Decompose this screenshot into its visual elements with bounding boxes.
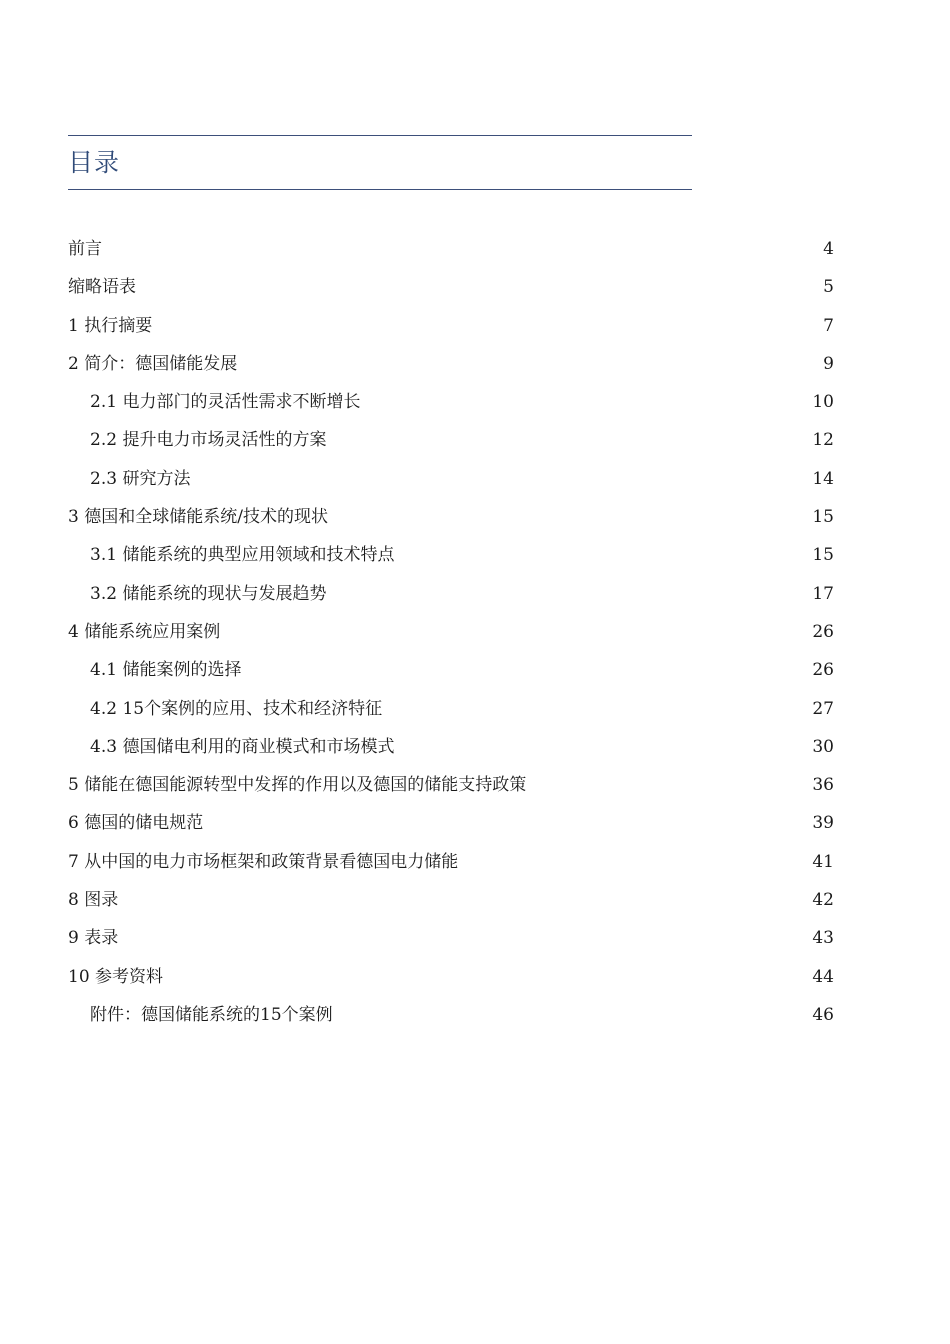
toc-entry-label: 2.3 研究方法 — [90, 468, 191, 489]
toc-entry-page-number: 15 — [812, 507, 834, 528]
table-of-contents — [68, 230, 834, 1034]
toc-entry-page-number: 27 — [812, 698, 834, 719]
toc-entry-page-number: 43 — [812, 928, 834, 949]
toc-entry[interactable] — [68, 766, 834, 804]
toc-entry[interactable] — [68, 268, 834, 306]
toc-entry-label: 1 执行摘要 — [68, 315, 153, 336]
toc-entry-page-number: 41 — [812, 851, 834, 872]
toc-entry-label: 4.3 德国储电利用的商业模式和市场模式 — [90, 736, 395, 757]
toc-entry-page-number: 44 — [812, 966, 834, 987]
toc-entry-page-number: 15 — [812, 545, 834, 566]
toc-entry-page-number: 26 — [812, 621, 834, 642]
toc-entry-page-number: 12 — [812, 430, 834, 451]
toc-entry-label: 3.2 储能系统的现状与发展趋势 — [90, 583, 327, 604]
toc-entry[interactable] — [68, 307, 834, 345]
toc-entry-label: 10 参考资料 — [68, 966, 164, 987]
toc-entry-page-number: 42 — [812, 890, 834, 911]
toc-entry[interactable] — [68, 421, 834, 459]
toc-entry-label: 8 图录 — [68, 890, 119, 911]
toc-entry-page-number: 10 — [812, 392, 834, 413]
toc-entry-label: 2.1 电力部门的灵活性需求不断增长 — [90, 392, 361, 413]
toc-entry-page-number: 26 — [812, 660, 834, 681]
toc-entry[interactable] — [68, 651, 834, 689]
toc-entry-label: 2 简介：德国储能发展 — [68, 353, 238, 374]
toc-entry-label: 前言 — [68, 239, 102, 259]
toc-entry-page-number: 7 — [823, 315, 834, 336]
toc-entry-label: 附件：德国储能系统的15个案例 — [90, 1004, 333, 1025]
toc-entry-label: 9 表录 — [68, 928, 119, 949]
toc-entry[interactable] — [68, 230, 834, 268]
toc-entry-label: 4.2 15个案例的应用、技术和经济特征 — [90, 698, 383, 719]
toc-entry-label: 3.1 储能系统的典型应用领域和技术特点 — [90, 545, 395, 566]
toc-entry-label: 3 德国和全球储能系统/技术的现状 — [68, 507, 328, 528]
title-top-rule — [68, 135, 692, 136]
toc-entry-page-number: 36 — [812, 775, 834, 796]
toc-entry[interactable] — [68, 460, 834, 498]
toc-entry[interactable] — [68, 575, 834, 613]
toc-entry-label: 缩略语表 — [68, 277, 136, 298]
toc-entry-label: 4.1 储能案例的选择 — [90, 660, 242, 681]
toc-entry[interactable] — [68, 613, 834, 651]
toc-entry-label: 7 从中国的电力市场框架和政策背景看德国电力储能 — [68, 851, 459, 872]
toc-entry-page-number: 14 — [812, 468, 834, 489]
toc-entry[interactable] — [68, 919, 834, 957]
toc-entry[interactable] — [68, 690, 834, 728]
page-title: 目录 — [68, 148, 121, 177]
toc-entry-page-number: 4 — [823, 239, 834, 259]
toc-entry-label: 6 德国的储电规范 — [68, 813, 204, 834]
toc-entry-page-number: 9 — [823, 353, 834, 374]
toc-entry[interactable] — [68, 345, 834, 383]
toc-entry-page-number: 5 — [823, 277, 834, 298]
toc-entry[interactable] — [68, 728, 834, 766]
toc-entry[interactable] — [68, 996, 834, 1034]
toc-entry-label: 2.2 提升电力市场灵活性的方案 — [90, 430, 327, 451]
title-bottom-rule — [68, 189, 692, 190]
toc-entry[interactable] — [68, 804, 834, 842]
toc-entry-page-number: 30 — [812, 736, 834, 757]
toc-entry[interactable] — [68, 958, 834, 996]
toc-entry-page-number: 17 — [812, 583, 834, 604]
toc-entry[interactable] — [68, 536, 834, 574]
toc-entry[interactable] — [68, 383, 834, 421]
toc-entry-label: 4 储能系统应用案例 — [68, 621, 221, 642]
toc-entry-page-number: 46 — [812, 1004, 834, 1025]
toc-entry[interactable] — [68, 881, 834, 919]
toc-entry[interactable] — [68, 843, 834, 881]
toc-entry-label: 5 储能在德国能源转型中发挥的作用以及德国的储能支持政策 — [68, 775, 527, 796]
toc-entry[interactable] — [68, 498, 834, 536]
toc-entry-page-number: 39 — [812, 813, 834, 834]
